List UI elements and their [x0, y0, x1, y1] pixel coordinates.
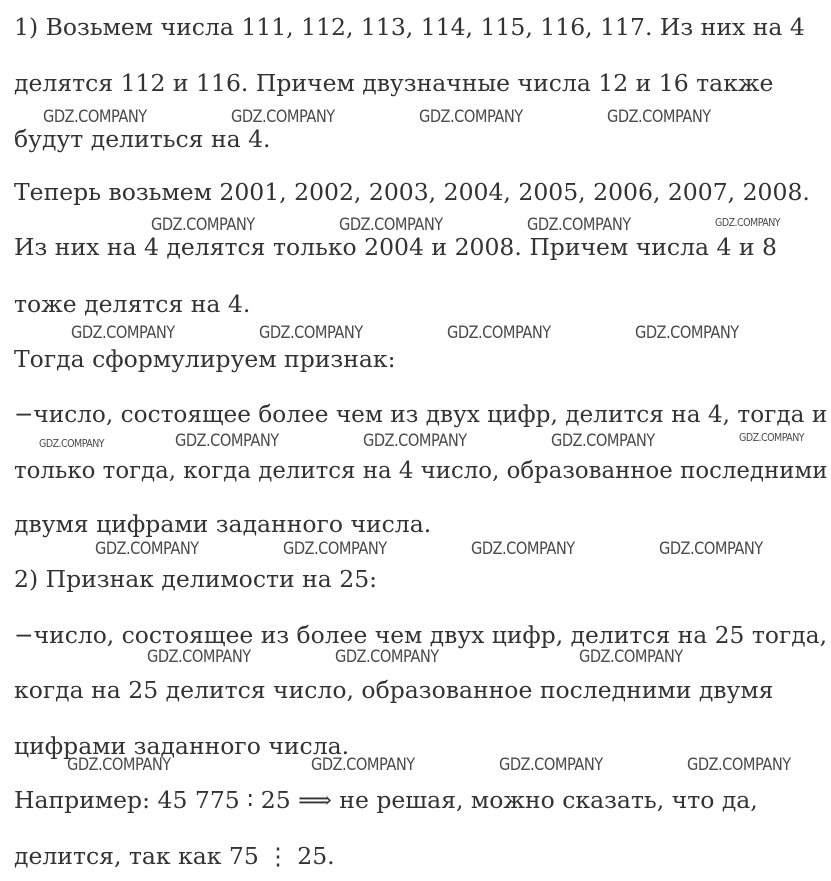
watermark: GDZ.COMPANY	[71, 323, 175, 343]
text-line: только тогда, когда делится на 4 число, образованное последними	[14, 456, 828, 484]
text-line: Например: 45 775 ∶ 25 ⟹ не решая, можно сказать, что да,	[14, 786, 758, 814]
watermark: GDZ.COMPANY	[259, 323, 363, 343]
watermark: GDZ.COMPANY	[471, 539, 575, 559]
watermark: GDZ.COMPANY	[527, 215, 631, 235]
watermark: GDZ.COMPANY	[67, 755, 171, 775]
text-line: −число, состоящее более чем из двух цифр, делится на 4, тогда и	[14, 400, 828, 428]
text-line: −число, состоящее из более чем двух цифр, делится на 25 тогда,	[14, 621, 828, 649]
watermark: GDZ.COMPANY	[231, 107, 335, 127]
watermark: GDZ.COMPANY	[447, 323, 551, 343]
text-line: двумя цифрами заданного числа.	[14, 510, 432, 538]
text-line: когда на 25 делится число, образованное последними двумя	[14, 676, 774, 704]
watermark: GDZ.COMPANY	[551, 431, 655, 451]
watermark: GDZ.COMPANY	[659, 539, 763, 559]
watermark: GDZ.COMPANY	[607, 107, 711, 127]
watermark: GDZ.COMPANY	[339, 215, 443, 235]
text-line: Из них на 4 делятся только 2004 и 2008. Причем числа 4 и 8	[14, 233, 777, 261]
text-line: тоже делятся на 4.	[14, 290, 251, 318]
watermark: GDZ.COMPANY	[147, 647, 251, 667]
watermark: GDZ.COMPANY	[335, 647, 439, 667]
watermark: GDZ.COMPANY	[635, 323, 739, 343]
text-line: будут делиться на 4.	[14, 125, 271, 153]
watermark: GDZ.COMPANY	[419, 107, 523, 127]
watermark: GDZ.COMPANY	[95, 539, 199, 559]
watermark: GDZ.COMPANY	[739, 431, 805, 444]
text-line: цифрами заданного числа.	[14, 732, 350, 760]
text-line: 2) Признак делимости на 25:	[14, 565, 378, 593]
watermark: GDZ.COMPANY	[715, 216, 781, 229]
watermark: GDZ.COMPANY	[175, 431, 279, 451]
watermark: GDZ.COMPANY	[283, 539, 387, 559]
watermark: GDZ.COMPANY	[39, 437, 105, 450]
watermark: GDZ.COMPANY	[499, 755, 603, 775]
text-line: делятся 112 и 116. Причем двузначные числа 12 и 16 также	[14, 69, 774, 97]
text-line: Теперь возьмем 2001, 2002, 2003, 2004, 2005, 2006, 2007, 2008.	[14, 178, 810, 206]
watermark: GDZ.COMPANY	[311, 755, 415, 775]
watermark: GDZ.COMPANY	[151, 215, 255, 235]
text-line: Тогда сформулируем признак:	[14, 345, 396, 373]
watermark: GDZ.COMPANY	[579, 647, 683, 667]
watermark: GDZ.COMPANY	[687, 755, 791, 775]
watermark: GDZ.COMPANY	[363, 431, 467, 451]
watermark: GDZ.COMPANY	[43, 107, 147, 127]
text-line: 1) Возьмем числа 111, 112, 113, 114, 115, 116, 117. Из них на 4	[14, 13, 805, 41]
text-line: делится, так как 75 ⋮ 25.	[14, 842, 335, 870]
